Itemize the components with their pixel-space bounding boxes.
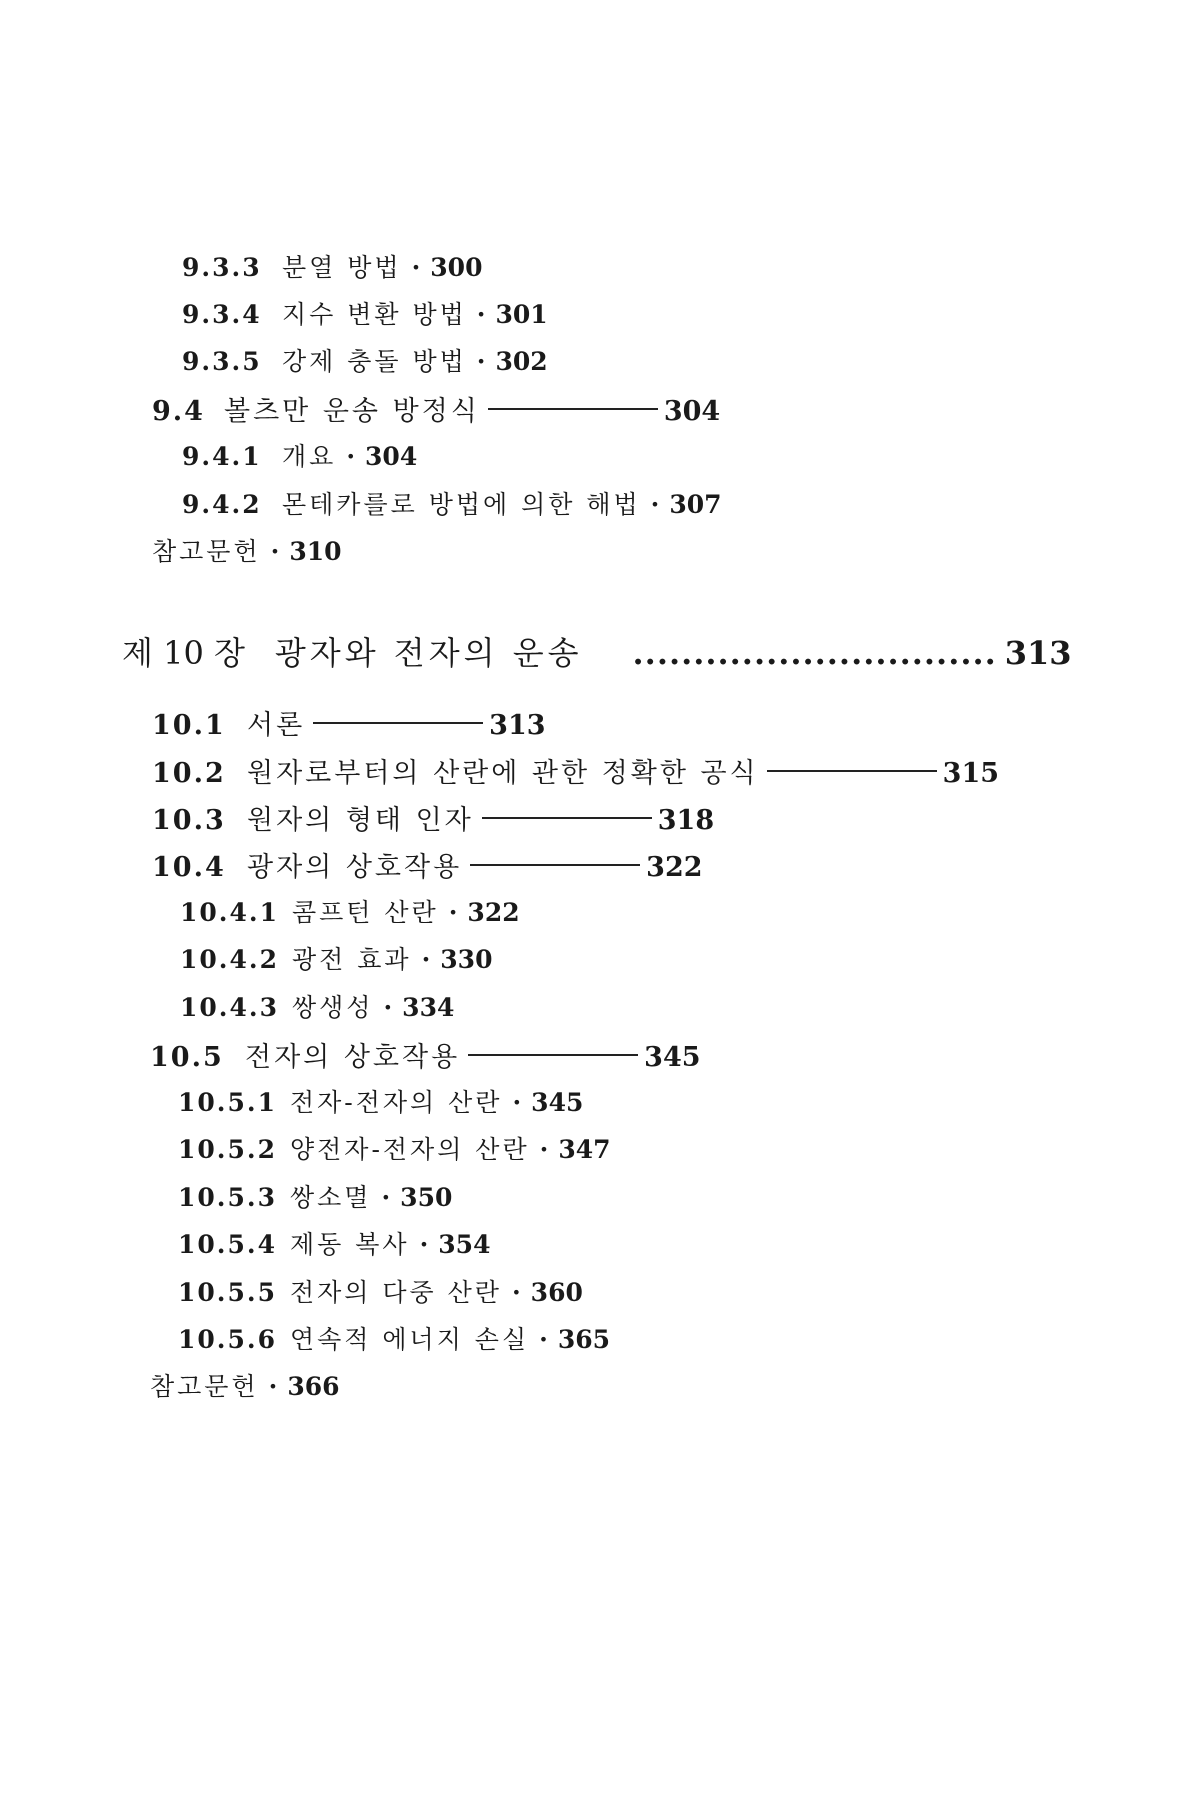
section-title: 연속적 에너지 손실 <box>290 1325 530 1354</box>
section-title: 몬테카를로 방법에 의한 해법 <box>282 490 641 519</box>
separator-dot: · <box>381 1183 391 1212</box>
section-number: 10.5.1 <box>178 1088 277 1117</box>
separator-dot: · <box>511 1278 521 1307</box>
section-title: 쌍생성 <box>292 993 374 1022</box>
toc-entry-9-3-4 <box>182 295 548 331</box>
references-title: 참고문헌 <box>152 537 261 566</box>
references-title: 참고문헌 <box>150 1372 259 1401</box>
toc-entry-10-4-2 <box>180 940 492 976</box>
page-number: 345 <box>531 1088 584 1117</box>
section-number: 10.2 <box>152 758 226 789</box>
section-title: 쌍소멸 <box>290 1183 372 1212</box>
leader-line <box>468 1054 638 1056</box>
separator-dot: · <box>539 1325 548 1354</box>
page-number: 354 <box>438 1230 491 1259</box>
section-number: 9.3.5 <box>182 347 262 376</box>
separator-dot: · <box>539 1135 549 1164</box>
separator-dot: · <box>346 442 356 471</box>
toc-entry-10-1 <box>152 703 546 742</box>
section-title: 개요 <box>282 442 337 471</box>
separator-dot: · <box>476 347 486 376</box>
section-title: 볼츠만 운송 방정식 <box>224 396 480 427</box>
section-number: 10.5 <box>150 1042 224 1073</box>
toc-entry-9-4-2 <box>182 485 722 521</box>
toc-chapter-10 <box>122 628 1072 674</box>
toc-entry-10-4-3 <box>180 988 454 1024</box>
section-number: 10.5.4 <box>178 1230 277 1259</box>
section-number: 10.4.1 <box>180 898 279 927</box>
page-number: 315 <box>942 758 1000 789</box>
section-title: 광자의 상호작용 <box>247 852 463 883</box>
page-number: 310 <box>289 537 342 566</box>
toc-entry-9-4 <box>152 389 720 428</box>
page-number: 318 <box>657 805 715 836</box>
separator-dot: · <box>476 300 486 329</box>
toc-entry-10-4 <box>152 845 703 884</box>
section-number: 10.4.2 <box>180 945 279 974</box>
toc-entry-10-5-3 <box>178 1178 452 1214</box>
separator-dot: · <box>421 945 431 974</box>
separator-dot: · <box>512 1088 522 1117</box>
separator-dot: · <box>448 898 458 927</box>
page-number: 345 <box>644 1042 701 1073</box>
section-title: 전자의 상호작용 <box>245 1042 461 1073</box>
section-number: 10.1 <box>152 710 226 741</box>
toc-entry-references-ch9 <box>152 532 342 568</box>
section-number: 10.5.3 <box>178 1183 277 1212</box>
leader-dots: .............................. <box>632 634 997 672</box>
page-number: 313 <box>1004 634 1072 672</box>
toc-entry-10-5-1 <box>178 1083 583 1119</box>
section-title: 지수 변환 방법 <box>282 300 467 329</box>
section-number: 9.3.4 <box>182 300 262 329</box>
section-number: 10.4.3 <box>180 993 279 1022</box>
separator-dot: · <box>650 490 660 519</box>
toc-entry-10-2 <box>152 751 999 790</box>
chapter-number: 제 10 장 <box>122 634 245 672</box>
leader-line <box>313 722 483 724</box>
section-title: 원자로부터의 산란에 관한 정확한 공식 <box>247 758 759 789</box>
page-number: 322 <box>467 898 520 927</box>
toc-entry-9-4-1 <box>182 437 417 473</box>
separator-dot: · <box>383 993 393 1022</box>
page-number: 330 <box>440 945 493 974</box>
section-title: 제동 복사 <box>290 1230 410 1259</box>
page-number: 304 <box>663 396 721 427</box>
page-number: 300 <box>430 253 483 282</box>
toc-entry-10-5-2 <box>178 1130 611 1166</box>
section-number: 9.4.2 <box>182 490 262 519</box>
toc-entry-10-4-1 <box>180 893 520 929</box>
toc-entry-10-5-4 <box>178 1225 490 1261</box>
page-number: 302 <box>495 347 548 376</box>
section-title: 콤프턴 산란 <box>292 898 439 927</box>
leader-line <box>482 817 652 819</box>
toc-entry-10-3 <box>152 798 714 837</box>
section-number: 10.5.5 <box>178 1278 277 1307</box>
page-number: 313 <box>489 710 546 741</box>
section-number: 10.4 <box>152 852 226 883</box>
toc-entry-10-5-6 <box>178 1320 610 1356</box>
leader-line <box>488 408 658 410</box>
separator-dot: · <box>268 1372 278 1401</box>
page-number: 304 <box>365 442 418 471</box>
separator-dot: · <box>270 537 280 566</box>
page-number: 307 <box>669 490 722 519</box>
page-number: 334 <box>402 993 455 1022</box>
leader-line <box>470 864 640 866</box>
separator-dot: · <box>411 253 421 282</box>
section-number: 9.4.1 <box>182 442 262 471</box>
section-title: 양전자-전자의 산란 <box>290 1135 530 1164</box>
section-title: 분열 방법 <box>282 253 402 282</box>
leader-line <box>767 770 937 772</box>
section-title: 전자-전자의 산란 <box>290 1088 503 1117</box>
section-number: 10.5.6 <box>178 1325 277 1354</box>
page-number: 365 <box>557 1325 611 1354</box>
separator-dot: · <box>419 1230 429 1259</box>
section-title: 전자의 다중 산란 <box>290 1278 502 1307</box>
page-number: 350 <box>400 1183 453 1212</box>
section-number: 9.3.3 <box>182 253 262 282</box>
section-title: 원자의 형태 인자 <box>247 805 474 836</box>
toc-entry-9-3-3 <box>182 248 482 284</box>
toc-entry-10-5-5 <box>178 1273 583 1309</box>
page-number: 301 <box>495 300 548 329</box>
section-number: 10.5.2 <box>178 1135 277 1164</box>
section-title: 광전 효과 <box>292 945 412 974</box>
toc-entry-references-ch10 <box>150 1367 340 1403</box>
section-number: 9.4 <box>152 396 205 427</box>
toc-entry-9-3-5 <box>182 342 548 378</box>
page-number: 347 <box>558 1135 611 1164</box>
page-number: 360 <box>530 1278 583 1307</box>
toc-entry-10-5 <box>150 1035 701 1074</box>
section-title: 강제 충돌 방법 <box>282 347 467 376</box>
chapter-title: 광자와 전자의 운송 <box>274 634 583 672</box>
page-number: 366 <box>287 1372 340 1401</box>
page-number: 322 <box>646 852 703 883</box>
section-title: 서론 <box>247 710 306 741</box>
section-number: 10.3 <box>152 805 226 836</box>
